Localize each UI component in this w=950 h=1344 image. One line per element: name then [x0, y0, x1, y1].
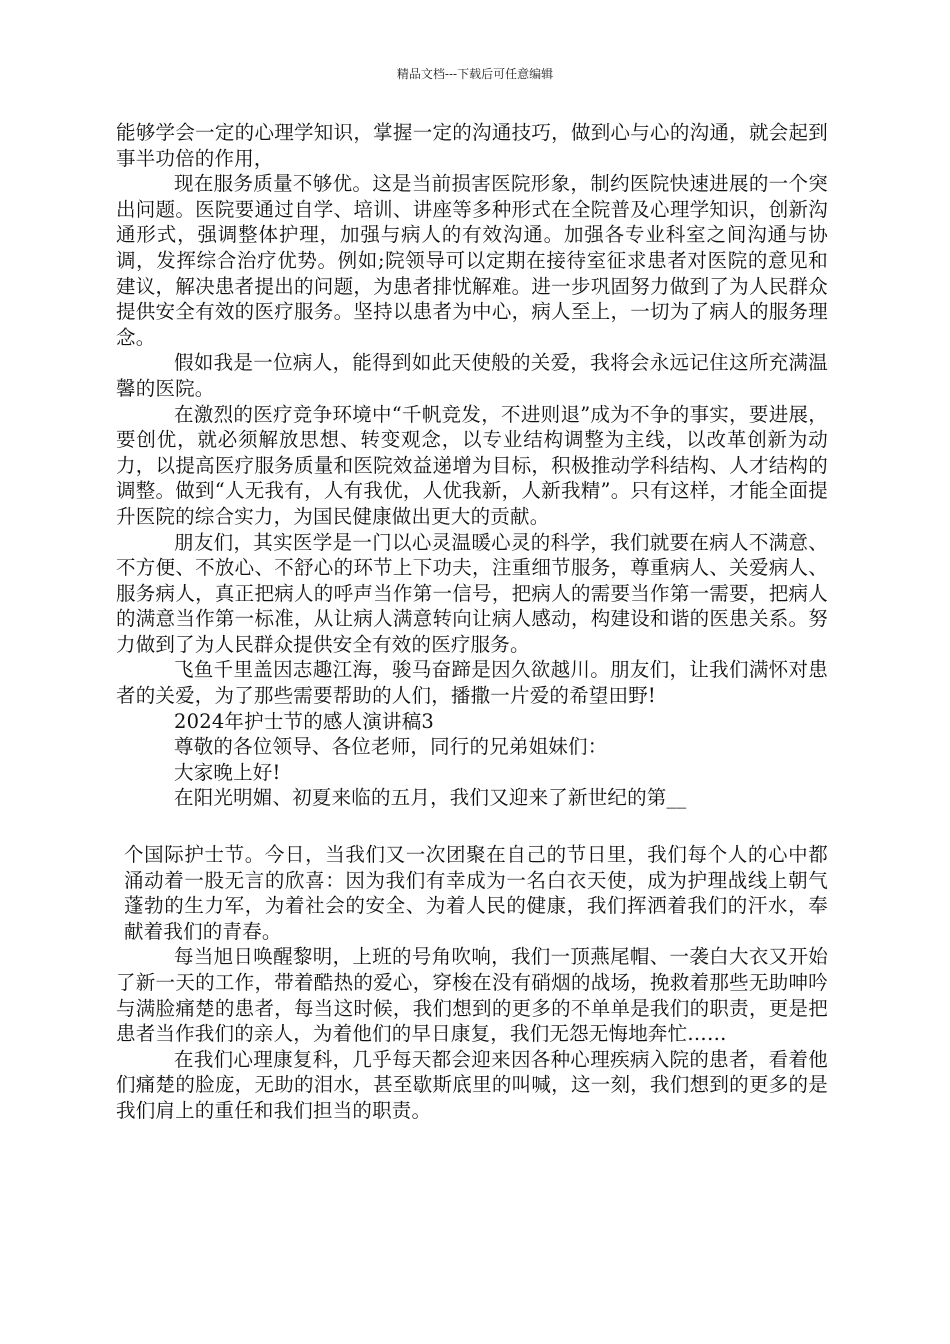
page-break-gap [116, 811, 828, 842]
paragraph-2: 现在服务质量不够优。这是当前损害医院形象，制约医院快速进展的一个突出问题。医院要通过自学、培训、讲座等多种形式在全院普及心理学知识，创新沟通形式，强调整体护理，加强与病人的有效沟通。加强各专业科室之间沟通与协调，发挥综合治疗优势。例如;院领导可以定期在接待室征求患者对医院的意见和建议，解决患者提出的问题，为患者排忧解难。进一步巩固努力做到了为人民群众提供安全有效的医疗服务。坚持以患者为中心，病人至上，一切为了病人的服务理念。 [116, 172, 828, 349]
paragraph-9: 在我们心理康复科，几乎每天都会迎来因各种心理疾病入院的患者，看着他们痛楚的脸庞，无助的泪水，甚至歇斯底里的叫喊，这一刻，我们想到的更多的是我们肩上的重任和我们担当的职责。 [116, 1047, 828, 1122]
paragraph-1: 能够学会一定的心理学知识，掌握一定的沟通技巧，做到心与心的沟通，就会起到事半功倍的作用， [116, 121, 828, 170]
speech-title: 2024年护士节的感人演讲稿3 [174, 709, 435, 733]
paragraph-5: 朋友们，其实医学是一门以心灵温暖心灵的科学，我们就要在病人不满意、不方便、不放心、不舒心的环节上下功夫，注重细节服务，尊重病人、关爱病人、服务病人，真正把病人的呼声当作第一信号，把病人的需要当作第一需要，把病人的满意当作第一标准，从让病人满意转向让病人感动，构建设和谐的医患关系。努力做到了为人民群众提供安全有效的医疗服务。 [116, 530, 828, 656]
document-body [116, 120, 828, 1124]
paragraph-7: 个国际护士节。今日，当我们又一次团聚在自己的节日里，我们每个人的心中都涌动着一股无言的欣喜：因为我们有幸成为一名白衣天使，成为护理战线上朝气蓬勃的生力军，为着社会的安全、为着人民的健康，我们挥洒着我们的汗水，奉献着我们的青春。 [124, 843, 828, 943]
paragraph-3: 假如我是一位病人，能得到如此天使般的关爱，我将会永远记住这所充满温馨的医院。 [116, 351, 828, 400]
salutation: 尊敬的各位领导、各位老师，同行的兄弟姐妹们： [174, 735, 608, 759]
paragraph-opening: 在阳光明媚、初夏来临的五月，我们又迎来了新世纪的第__ [174, 786, 687, 810]
greeting: 大家晚上好! [174, 760, 281, 784]
page-header: 精品文档---下载后可任意编辑 [396, 67, 554, 81]
paragraph-4: 在激烈的医疗竞争环境中“千帆竞发，不进则退”成为不争的事实，要进展，要创优，就必须解放思想、转变观念，以专业结构调整为主线，以改革创新为动力，以提高医疗服务质量和医院效益递增为目标，积极推动学科结构、人才结构的调整。做到“人无我有，人有我优，人优我新，人新我精”。只有这样，才能全面提升医院的综合实力，为国民健康做出更大的贡献。 [116, 402, 828, 528]
paragraph-8: 每当旭日唤醒黎明，上班的号角吹响，我们一顶燕尾帽、一袭白大衣又开始了新一天的工作，带着酷热的爱心，穿梭在没有硝烟的战场，挽救着那些无助呻吟与满脸痛楚的患者，每当这时候，我们想到的更多的不单单是我们的职责，更是把患者当作我们的亲人，为着他们的早日康复，我们无怨无悔地奔忙…… [116, 945, 828, 1046]
paragraph-6: 飞鱼千里盖因志趣江海，骏马奋蹄是因久欲越川。朋友们，让我们满怀对患者的关爱，为了那些需要帮助的人们，播撒一片爱的希望田野! [116, 658, 828, 708]
